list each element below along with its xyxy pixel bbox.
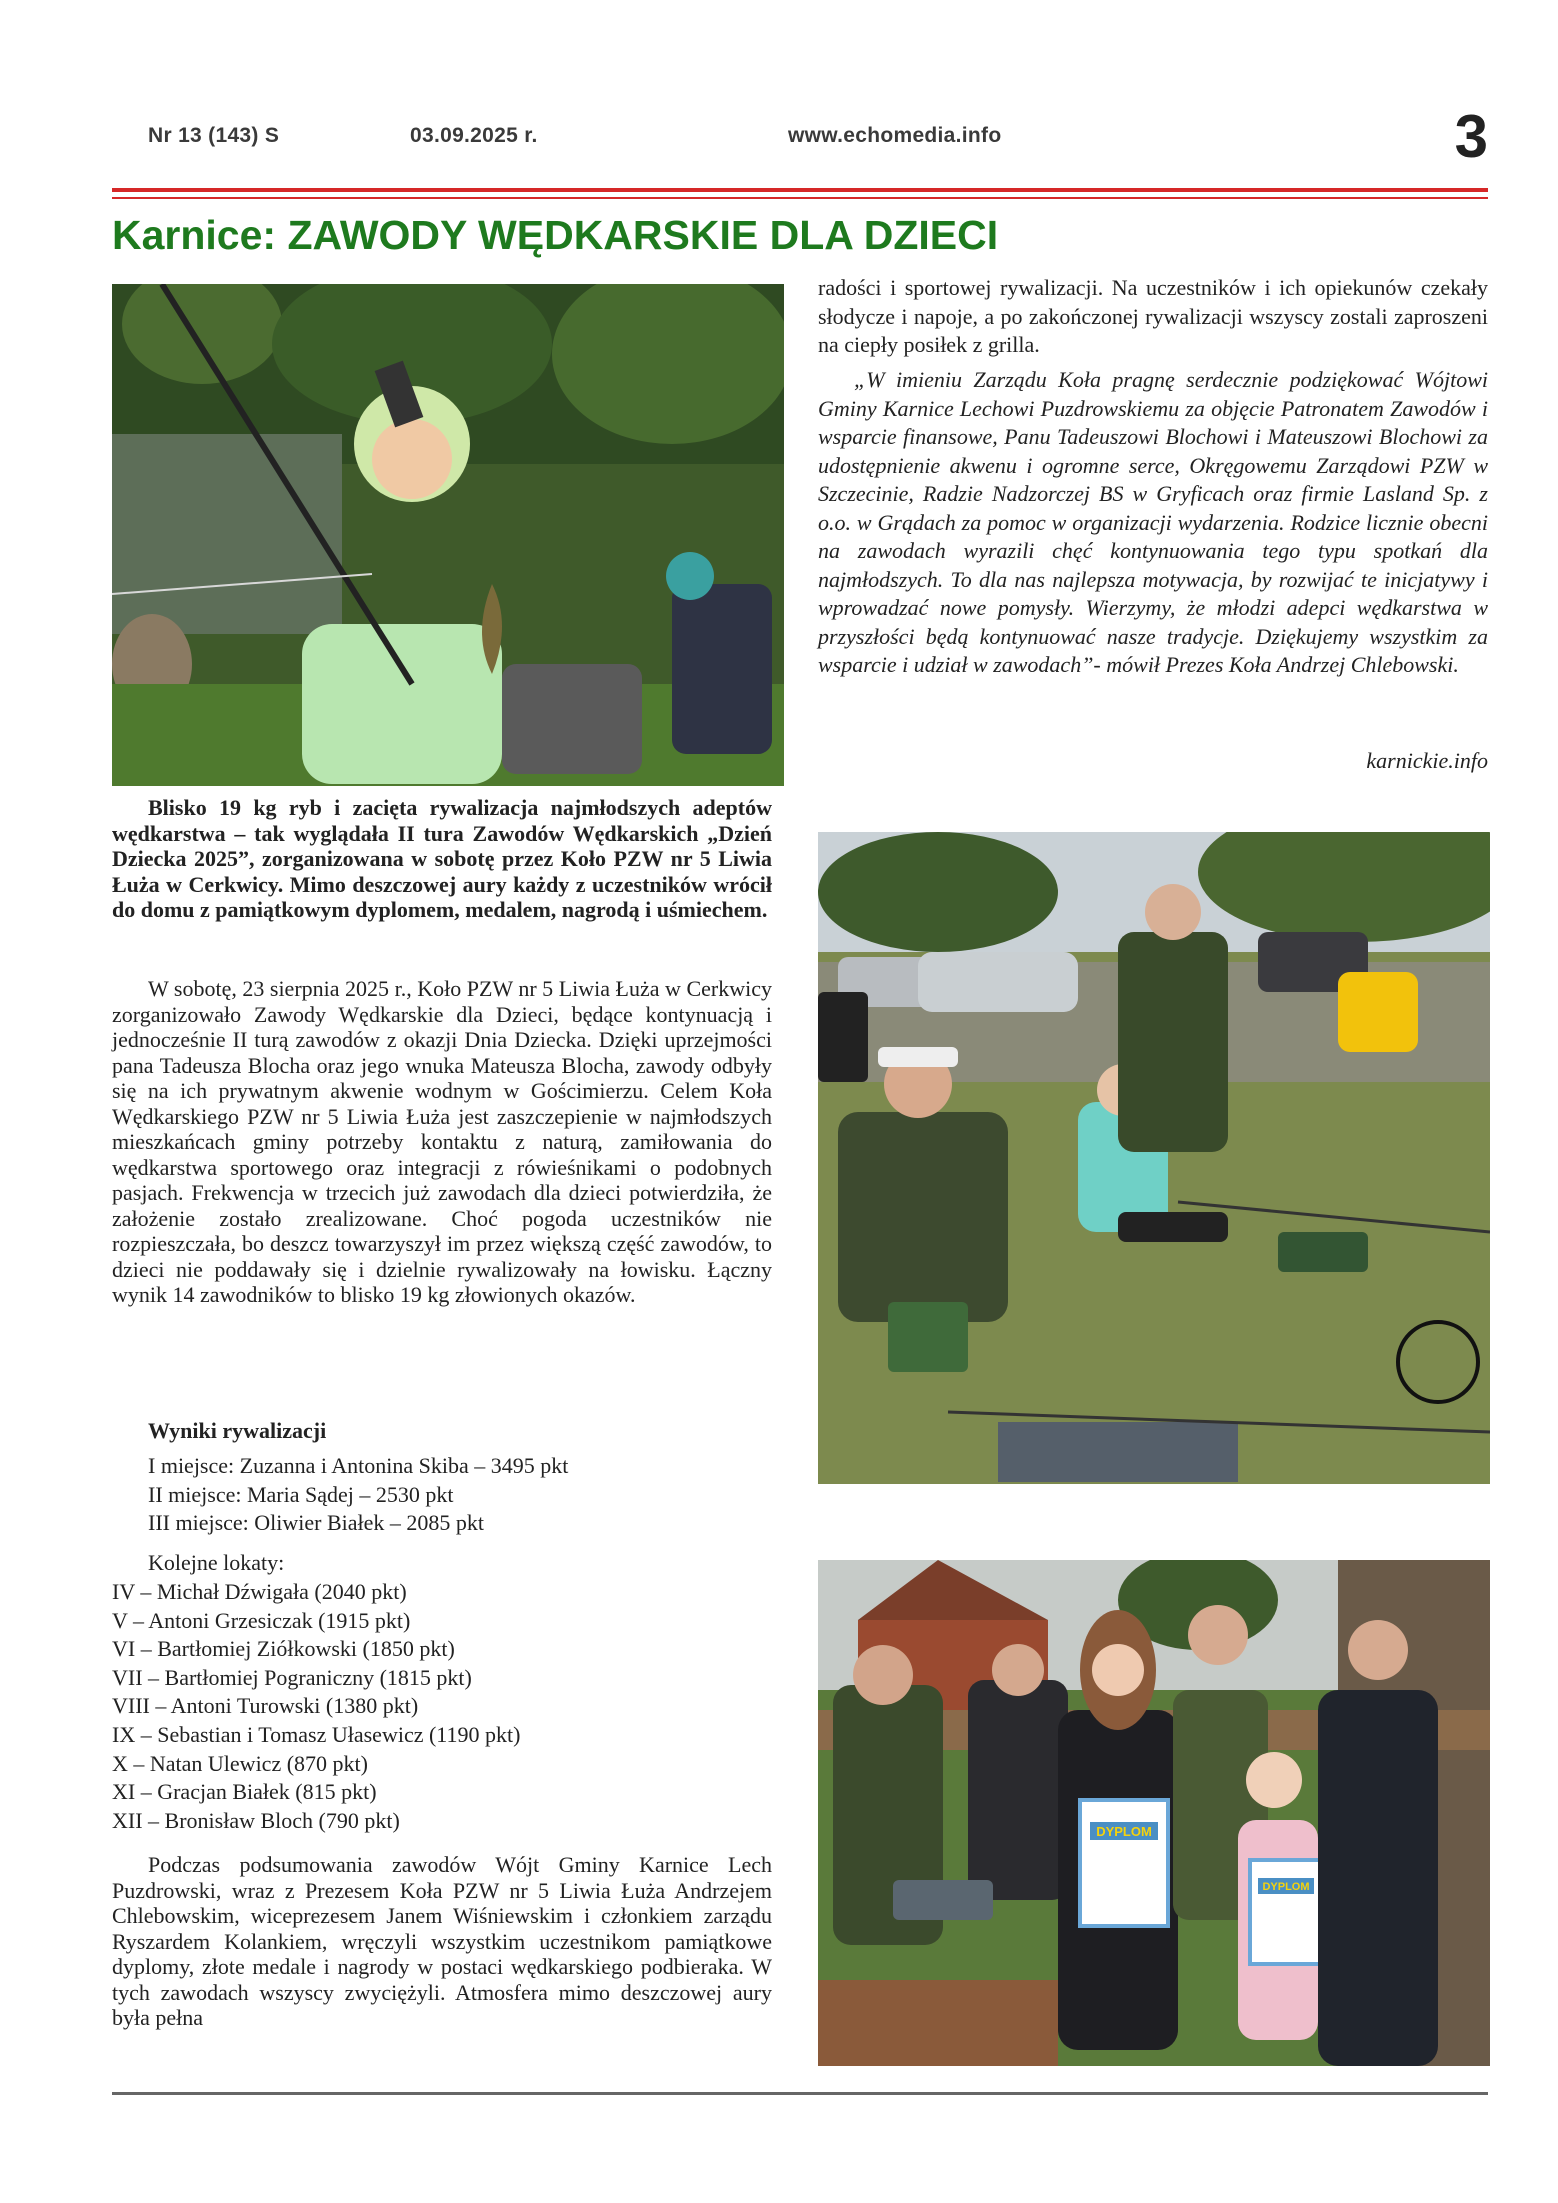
results-heading: Wyniki rywalizacji bbox=[148, 1418, 327, 1443]
list-item: VI – Bartłomiej Ziółkowski (1850 pkt) bbox=[112, 1636, 455, 1662]
list-item: IX – Sebastian i Tomasz Ułasewicz (1190 pkt) bbox=[112, 1721, 521, 1747]
others-heading: Kolejne lokaty: bbox=[148, 1550, 285, 1575]
list-item: VIII – Antoni Turowski (1380 pkt) bbox=[112, 1693, 419, 1719]
issue-date: 03.09.2025 r. bbox=[410, 124, 538, 147]
article-quote: „W imieniu Zarządu Koła pragnę serdecznie podziękować Wójtowi Gminy Karnice Lechowi Puzdrowskiemu za objęcie Patronatem Zawodów i wsparcie finansowe, Panu Tadeuszowi Blochowi i Mateuszowi Blochowi za udostępnienie akwenu i ogromne serce, Okręgowemu Zarządowi PZW w Szczecinie, Radzie Nadzorczej BS w Gryficach oraz firmie Lasland Sp. z o.o. w Grądach za pomoc w organizacji wydarzenia. Rodzice licznie obecni na zawodach wyrazili chęć kontynuowania tego typu spotkań dla najmłodszych. To dla nas najlepsza motywacja, by rozwijać te inicjatywy i wprowadzać nowe pomysły. Wierzymy, że młodzi adepci wędkarstwa w przyszłości będą kontynuować nasze tradycje. Dziękujemy wszystkim za wsparcie i udział w zawodach”- mówił Prezes Koła Andrzej Chlebowski. bbox=[818, 367, 1488, 677]
list-item: VII – Bartłomiej Pograniczny (1815 pkt) bbox=[112, 1664, 472, 1690]
article-summary: Podczas podsumowania zawodów Wójt Gminy Karnice Lech Puzdrowski, wraz z Prezesem Koła PZW nr 5 Liwia Łuża Andrzejem Chlebowskim, wiceprezesem Janem Wiśniewskim i członkiem zarządu Ryszardem Kolankiem, wręczyli wszystkim uczestnikom pamiątkowe dyplomy, złote medale i nagrody w postaci wędkarskiego podbieraka. W tych zawodach wszyscy zwyciężyli. Atmosfera mimo deszczowej aury była pełna bbox=[112, 1852, 772, 2030]
article-title: Karnice: ZAWODY WĘDKARSKIE DLA DZIECI bbox=[112, 212, 999, 258]
article-source: karnickie.info bbox=[1366, 748, 1488, 773]
list-item: XI – Gracjan Białek (815 pkt) bbox=[112, 1779, 377, 1805]
website-link[interactable]: www.echomedia.info bbox=[788, 124, 1002, 147]
photo-girl-with-fish bbox=[112, 284, 784, 786]
photo-awards-group bbox=[818, 1560, 1490, 2066]
others-list bbox=[112, 1578, 520, 1835]
article-lead: Blisko 19 kg ryb i zacięta rywalizacja najmłodszych adeptów wędkarstwa – tak wyglądała II tura Zawodów Wędkarskich „Dzień Dziecka 2025”, zorganizowana w sobotę przez Koło PZW nr 5 Liwia Łuża w Cerkwicy. Mimo deszczowej aury każdy z uczestników wrócił do domu z pamiątkowym dyplomem, medalem, nagrodą i uśmiechem. bbox=[112, 795, 772, 922]
podium-list bbox=[148, 1452, 568, 1538]
podium-first: I miejsce: Zuzanna i Antonina Skiba – 3495 pkt bbox=[148, 1453, 569, 1478]
podium-third: III miejsce: Oliwier Białek – 2085 pkt bbox=[148, 1510, 485, 1535]
diploma-left-label: DYPLOM bbox=[1096, 1824, 1152, 1839]
list-item: V – Antoni Grzesiczak (1915 pkt) bbox=[112, 1607, 411, 1633]
footer-rule bbox=[112, 2092, 1488, 2095]
podium-second: II miejsce: Maria Sądej – 2530 pkt bbox=[148, 1481, 454, 1507]
page-number: 3 bbox=[1454, 103, 1488, 170]
header-rule-thin bbox=[112, 197, 1488, 199]
issue-number: Nr 13 (143) S bbox=[148, 124, 280, 147]
list-item: XII – Bronisław Bloch (790 pkt) bbox=[112, 1807, 400, 1833]
list-item: IV – Michał Dźwigała (2040 pkt) bbox=[112, 1579, 407, 1604]
page-header bbox=[148, 103, 1488, 170]
article-body: W sobotę, 23 sierpnia 2025 r., Koło PZW nr 5 Liwia Łuża w Cerkwicy zorganizowało Zawody Wędkarskie dla Dzieci, będące kontynuacją i jednocześnie II turą zawodów z okazji Dnia Dziecka. Dzięki uprzejmości pana Tadeusza Blocha oraz jego wnuka Mateusza Blocha, zawody odbyły się na ich prywatnym akwenie wodnym w Gościmierzu. Celem Koła Wędkarskiego PZW nr 5 Liwia Łuża jest zaszczepienie w najmłodszych mieszkańcach gminy potrzeby kontaktu z naturą, zamiłowania do wędkarstwa sportowego oraz integracji z rówieśnikami o podobnych pasjach. Frekwencja w trzecich już zawodach dla dzieci potwierdziła, że założenie zostało zrealizowane. Choć pogoda uczestników nie rozpieszczała, bo deszcz towarzyszył im przez większą część zawodów, to dzieci nie poddawały się i dzielnie rywalizowały na łowisku. Łączny wynik 14 zawodników to blisko 19 kg złowionych okazów. bbox=[112, 976, 772, 1307]
header-rule bbox=[112, 188, 1488, 192]
article-continuation: radości i sportowej rywalizacji. Na uczestników i ich opiekunów czekały słodycze i napoje, a po zakończonej rywalizacji wszyscy zostali zaproszeni na ciepły posiłek z grilla. bbox=[818, 275, 1488, 357]
diploma-right-label: DYPLOM bbox=[1262, 1881, 1310, 1893]
list-item: X – Natan Ulewicz (870 pkt) bbox=[112, 1750, 368, 1776]
photo-fishing-scene bbox=[818, 832, 1490, 1484]
